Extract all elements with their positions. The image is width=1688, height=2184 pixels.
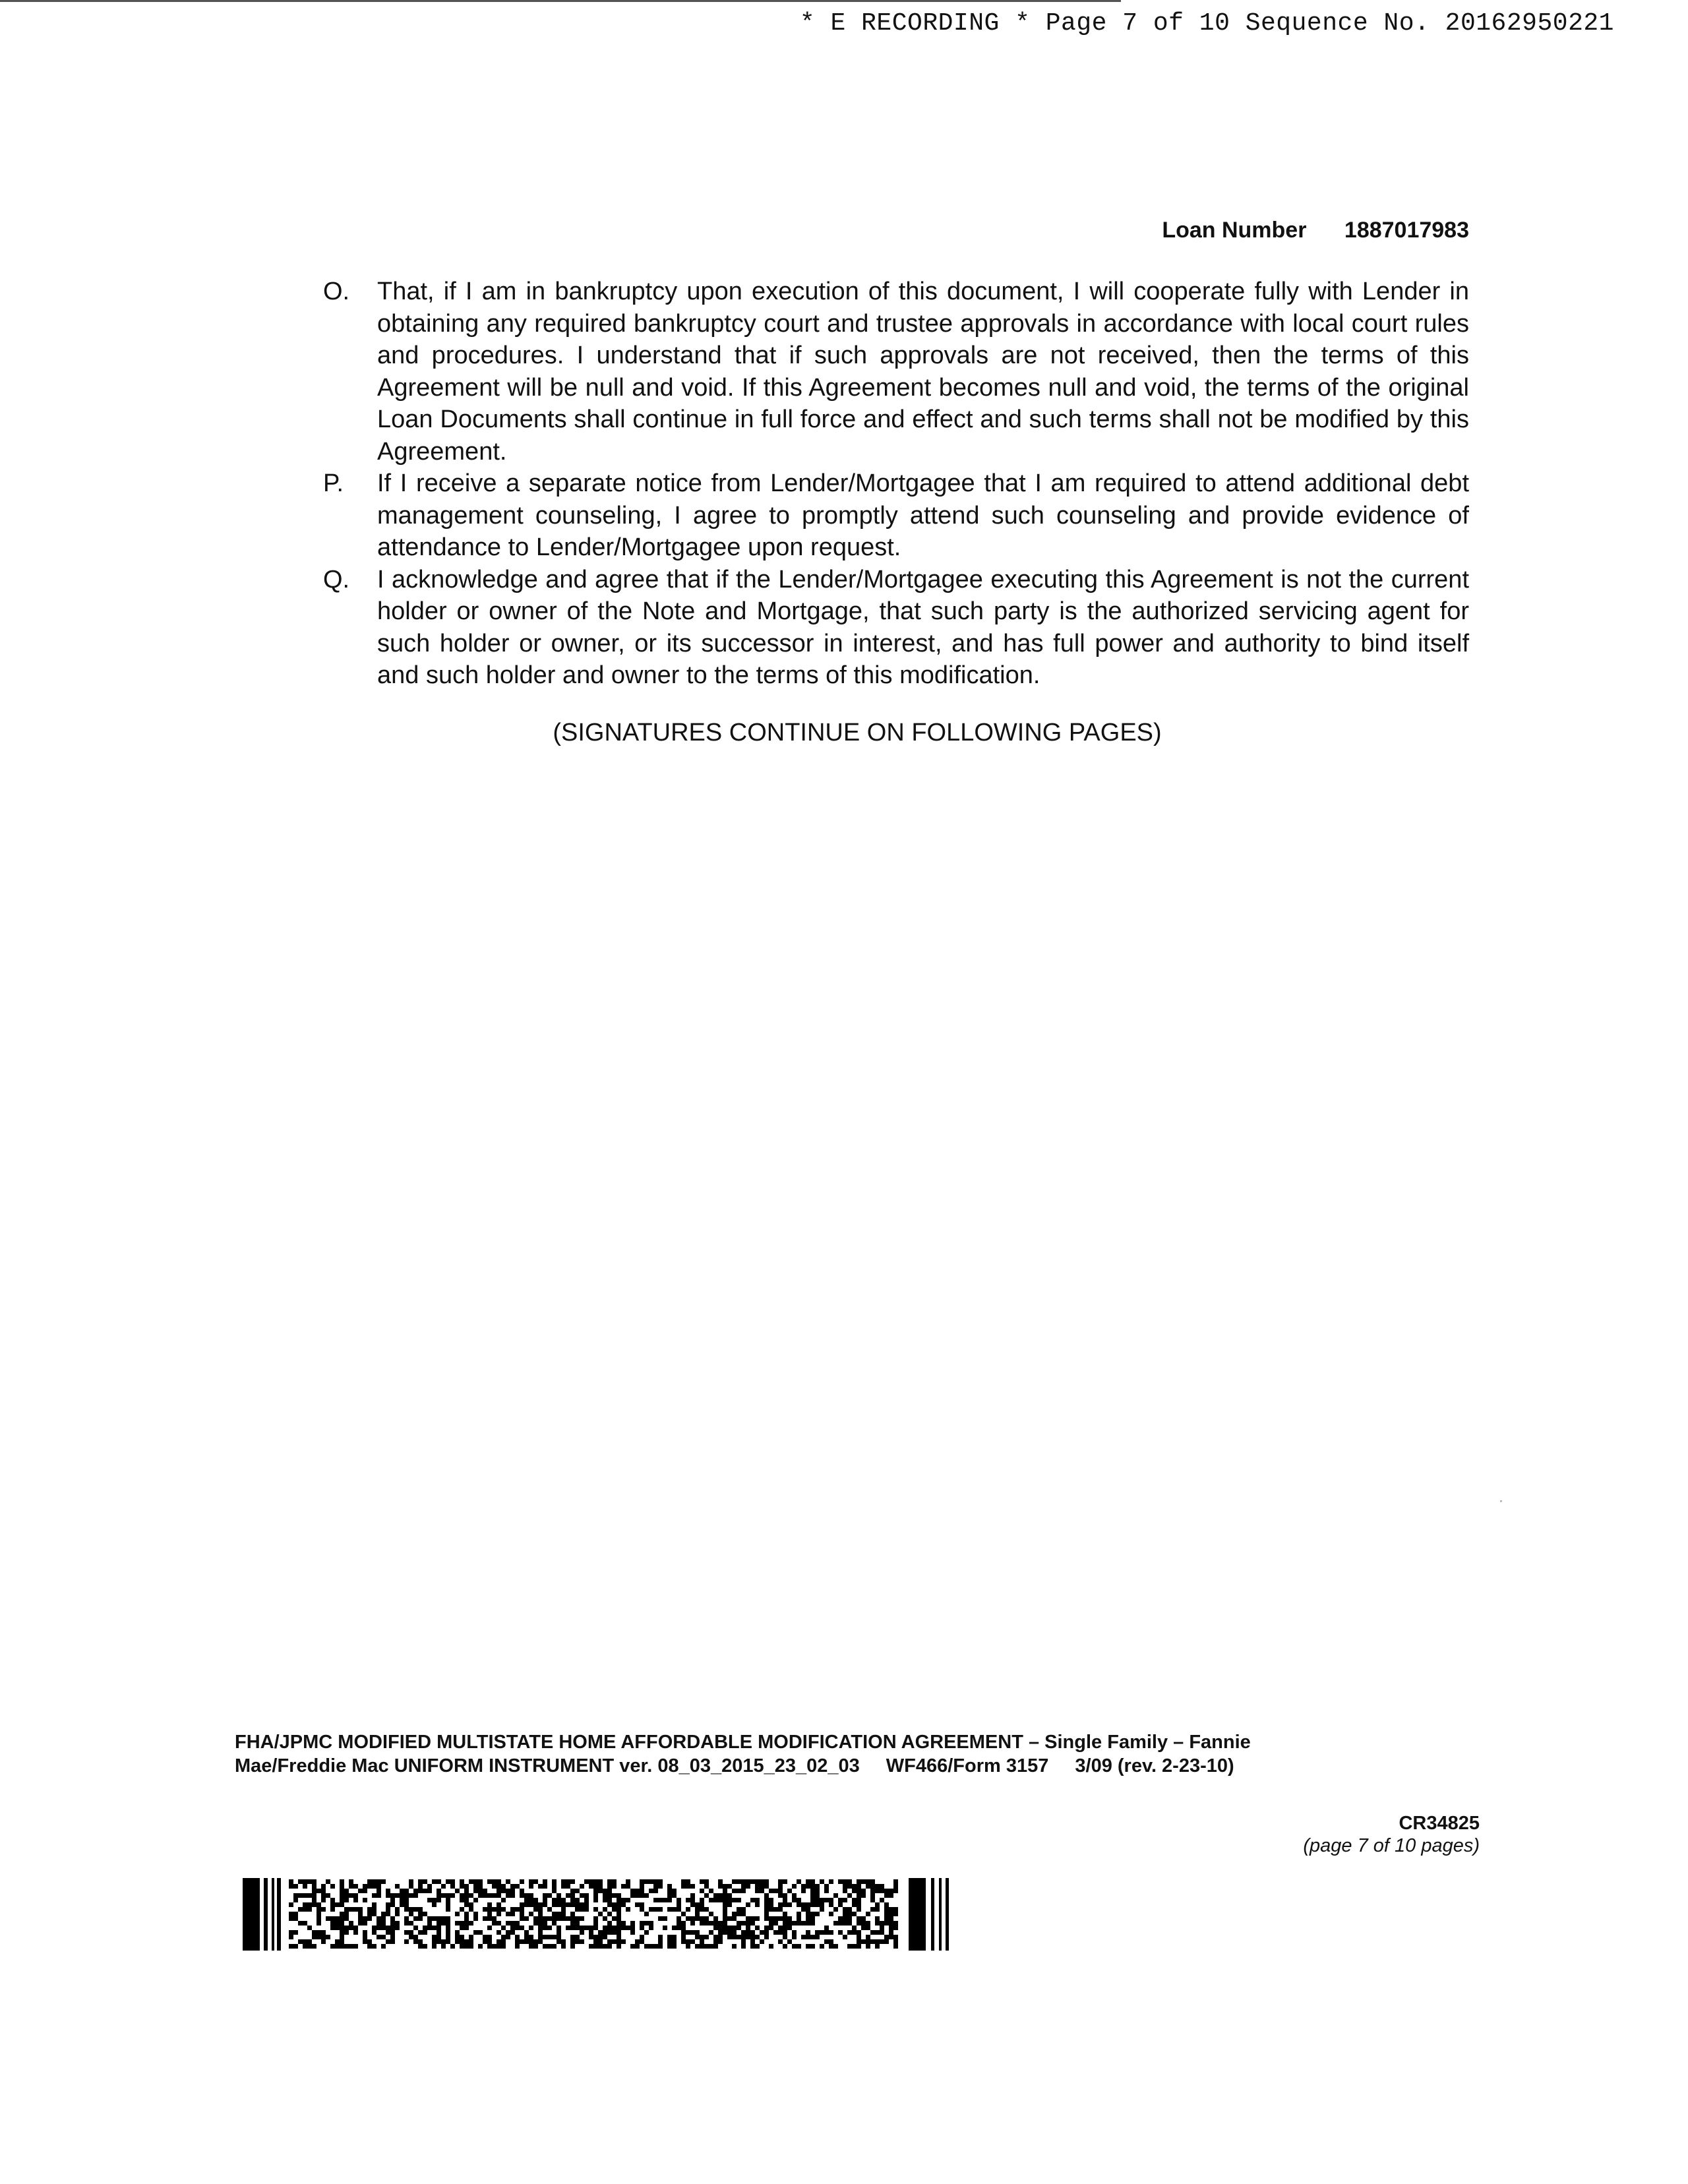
clause-text: That, if I am in bankruptcy upon execution of this document, I will cooperate fully with Lender in obtaining any required bankruptcy court and trustee approvals in accordance with local court rules and procedures. I understand that if such approvals are not received, then the terms of this Agreement will be null and void. If this Agreement becomes null and void, the terms of the original Loan Documents shall continue in full force and effect and such terms shall not be modified by this Agreement.: [377, 278, 1469, 466]
footer-page-label: (page 7 of 10 pages): [1303, 1835, 1480, 1856]
clause-letter: Q.: [323, 565, 350, 593]
clause-text: I acknowledge and agree that if the Lender/Mortgagee executing this Agreement is not the current holder or owner of the Note and Mortgage, that such party is the authorized servicing agent for such holder or owner, or its successor in interest, and has full power and authority to bind itself and such holder and owner to the terms of this modification.: [377, 565, 1469, 689]
clause-letter: O.: [323, 278, 350, 305]
form-footer: [235, 1730, 1488, 1778]
form-footer-line-1: FHA/JPMC MODIFIED MULTISTATE HOME AFFORDABLE MODIFICATION AGREEMENT – Single Family – Fannie: [235, 1732, 1251, 1753]
clause-text: If I receive a separate notice from Lender/Mortgagee that I am required to attend additional debt management counseling, I agree to promptly attend such counseling and provide evidence of attendance to Lender/Mortgagee upon request.: [377, 470, 1469, 561]
footer-code-block: [1303, 1812, 1480, 1857]
form-footer-line-2: [235, 1754, 1488, 1778]
footer-code: CR34825: [1399, 1813, 1480, 1834]
recording-header: * E RECORDING * Page 7 of 10 Sequence No. 20162950221: [799, 9, 1614, 38]
clause-q: [323, 564, 1469, 692]
barcode-image: [243, 1878, 1034, 1951]
loan-number: [1162, 218, 1469, 243]
signatures-continue-note: (SIGNATURES CONTINUE ON FOLLOWING PAGES): [553, 719, 1162, 746]
form-footer-form-number: WF466/Form 3157: [886, 1755, 1049, 1776]
clause-p: [323, 468, 1469, 564]
page-top-rule: [0, 0, 1121, 2]
clause-list: [323, 276, 1469, 692]
loan-number-label: Loan Number: [1162, 218, 1307, 243]
loan-number-value: 1887017983: [1344, 218, 1469, 243]
scan-speck: [1500, 1500, 1502, 1502]
form-footer-revision: 3/09 (rev. 2-23-10): [1075, 1755, 1234, 1776]
clause-letter: P.: [323, 470, 344, 497]
clause-o: [323, 276, 1469, 468]
form-footer-instrument: Mae/Freddie Mac UNIFORM INSTRUMENT ver. 08_03_2015_23_02_03: [235, 1755, 860, 1776]
